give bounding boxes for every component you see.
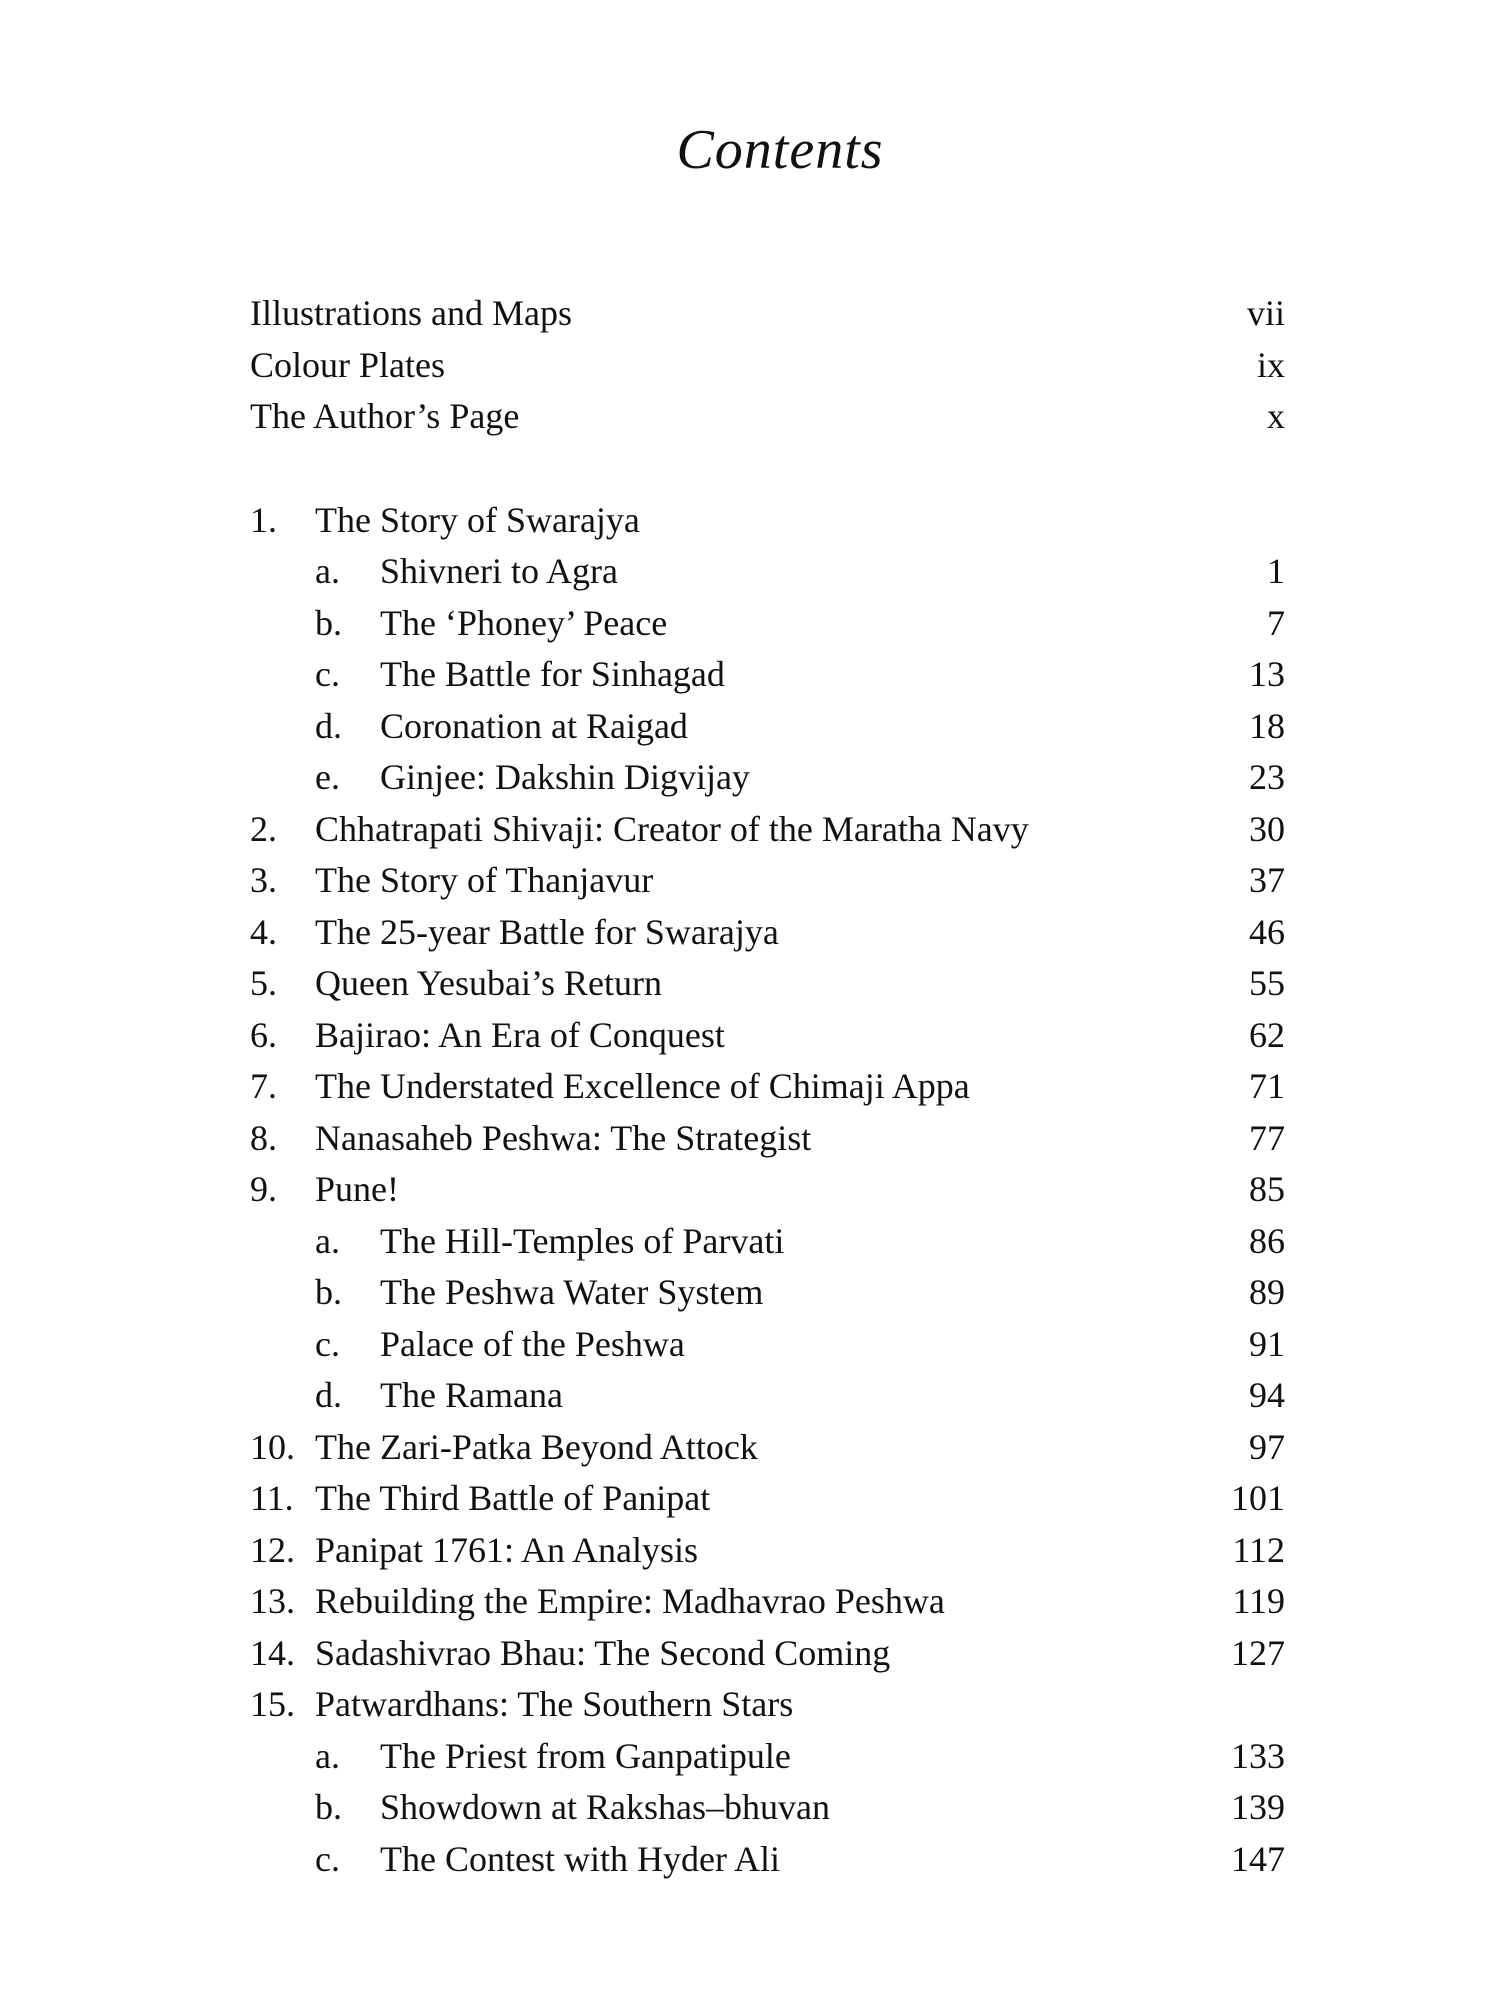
toc-chapter-row [250, 855, 1285, 907]
toc-number: 2. [250, 808, 277, 849]
toc-page-number: 86 [1249, 1220, 1285, 1261]
toc-number: 4. [250, 911, 277, 952]
toc-page-number: 89 [1249, 1272, 1285, 1312]
toc-chapter-row [250, 804, 1285, 856]
toc-label: Nanasaheb Peshwa: The Strategist [315, 1117, 812, 1158]
toc-subsection-row [250, 546, 1285, 598]
toc-page-number: 37 [1249, 860, 1285, 900]
toc-page-number: 30 [1249, 808, 1285, 849]
section-gap [250, 443, 1285, 495]
toc-page-number: 133 [1231, 1735, 1285, 1776]
toc-front-row [250, 340, 1285, 392]
toc-page-number: vii [1246, 293, 1285, 333]
toc-chapter-row [250, 1010, 1285, 1062]
toc-page-number: 101 [1231, 1478, 1285, 1518]
toc-page-number: 85 [1249, 1169, 1285, 1209]
toc-chapter-row [250, 495, 1285, 547]
toc-number: 14. [250, 1632, 295, 1673]
toc-page-number: 62 [1249, 1014, 1285, 1055]
toc-chapter-row [250, 1679, 1285, 1731]
toc-chapter-row [250, 1061, 1285, 1113]
toc-number: a. [315, 1735, 340, 1776]
toc-subsection-row [250, 598, 1285, 650]
toc-number: c. [315, 654, 340, 694]
toc-label: Patwardhans: The Southern Stars [315, 1684, 794, 1724]
toc-page-number: 71 [1249, 1066, 1285, 1106]
toc-label: Sadashivrao Bhau: The Second Coming [315, 1632, 891, 1673]
toc-subsection-row [250, 752, 1285, 804]
toc-chapter-row [250, 1628, 1285, 1680]
toc-number: 1. [250, 499, 277, 540]
toc-label: Showdown at Rakshas–bhuvan [380, 1787, 830, 1827]
toc-subsection-row [250, 1731, 1285, 1783]
toc-label: The ‘Phoney’ Peace [380, 602, 668, 643]
toc-chapter-row [250, 1113, 1285, 1165]
toc-label: The Contest with Hyder Ali [380, 1838, 780, 1879]
toc-label: The Priest from Ganpatipule [380, 1735, 791, 1776]
toc-page-number: x [1267, 396, 1285, 436]
toc-label: The Understated Excellence of Chimaji Appa [315, 1066, 970, 1106]
toc-label: The 25-year Battle for Swarajya [315, 911, 779, 952]
toc-subsection-row [250, 1216, 1285, 1268]
toc-label: Pune! [315, 1169, 399, 1209]
toc-number: 3. [250, 860, 277, 900]
toc-number: d. [315, 1375, 342, 1415]
toc-number: 7. [250, 1066, 277, 1106]
toc-number: 9. [250, 1169, 277, 1209]
toc-page-number: 55 [1249, 963, 1285, 1003]
toc-page-number: 91 [1249, 1323, 1285, 1364]
toc-chapter-row [250, 958, 1285, 1010]
toc-number: e. [315, 757, 340, 797]
toc-page-number: 139 [1231, 1787, 1285, 1827]
toc-chapter-row [250, 1164, 1285, 1216]
toc-label: Palace of the Peshwa [380, 1323, 685, 1364]
toc-number: c. [315, 1323, 340, 1364]
toc-number: b. [315, 1787, 342, 1827]
toc-label: Bajirao: An Era of Conquest [315, 1014, 725, 1055]
toc-label: Ginjee: Dakshin Digvijay [380, 757, 750, 797]
table-of-contents [250, 288, 1285, 1885]
toc-number: 15. [250, 1684, 295, 1724]
toc-subsection-row [250, 1267, 1285, 1319]
toc-number: 6. [250, 1014, 277, 1055]
toc-number: 10. [250, 1426, 295, 1467]
toc-label: Shivneri to Agra [380, 551, 618, 591]
toc-number: 5. [250, 963, 277, 1003]
toc-chapter-row [250, 1525, 1285, 1577]
toc-page-number: 127 [1231, 1632, 1285, 1673]
toc-number: 11. [250, 1478, 294, 1518]
toc-label: The Author’s Page [250, 396, 520, 436]
page-title: Contents [676, 119, 884, 181]
toc-number: a. [315, 1220, 340, 1261]
toc-label: Coronation at Raigad [380, 705, 688, 746]
toc-page-number: 119 [1232, 1581, 1285, 1621]
toc-label: The Third Battle of Panipat [315, 1478, 711, 1518]
toc-chapter-row [250, 1576, 1285, 1628]
toc-label: Illustrations and Maps [250, 293, 572, 333]
toc-front-row [250, 391, 1285, 443]
toc-page-number: 112 [1232, 1529, 1285, 1570]
toc-subsection-row [250, 1782, 1285, 1834]
toc-chapter-row [250, 907, 1285, 959]
toc-page-number: 7 [1267, 602, 1285, 643]
toc-number: 8. [250, 1117, 277, 1158]
toc-page-number: 23 [1249, 757, 1285, 797]
toc-label: Queen Yesubai’s Return [315, 963, 662, 1003]
toc-label: The Battle for Sinhagad [380, 654, 725, 694]
toc-label: The Story of Swarajya [315, 499, 640, 540]
toc-subsection-row [250, 649, 1285, 701]
toc-number: 12. [250, 1529, 295, 1570]
toc-page-number: 94 [1249, 1375, 1285, 1415]
toc-page-number: 18 [1249, 705, 1285, 746]
toc-label: The Story of Thanjavur [315, 860, 654, 900]
toc-label: Chhatrapati Shivaji: Creator of the Maratha Navy [315, 808, 1029, 849]
toc-number: b. [315, 1272, 342, 1312]
toc-subsection-row [250, 1319, 1285, 1371]
toc-number: c. [315, 1838, 340, 1879]
toc-chapter-row [250, 1422, 1285, 1474]
toc-label: Rebuilding the Empire: Madhavrao Peshwa [315, 1581, 945, 1621]
toc-page-number: 147 [1231, 1838, 1285, 1879]
toc-number: a. [315, 551, 340, 591]
toc-label: The Zari-Patka Beyond Attock [315, 1426, 758, 1467]
toc-label: The Ramana [380, 1375, 563, 1415]
toc-page-number: 97 [1249, 1426, 1285, 1467]
toc-chapter-row [250, 1473, 1285, 1525]
toc-label: Colour Plates [250, 344, 445, 385]
toc-page-number: 13 [1249, 654, 1285, 694]
toc-subsection-row [250, 1370, 1285, 1422]
toc-number: d. [315, 705, 342, 746]
toc-subsection-row [250, 701, 1285, 753]
toc-label: Panipat 1761: An Analysis [315, 1529, 699, 1570]
toc-subsection-row [250, 1834, 1285, 1886]
toc-page-number: 46 [1249, 911, 1285, 952]
toc-front-row [250, 288, 1285, 340]
toc-number: 13. [250, 1581, 295, 1621]
toc-page-number: ix [1256, 344, 1285, 385]
toc-label: The Hill-Temples of Parvati [380, 1220, 785, 1261]
toc-number: b. [315, 602, 342, 643]
toc-label: The Peshwa Water System [380, 1272, 764, 1312]
toc-page-number: 1 [1267, 551, 1285, 591]
toc-page-number: 77 [1249, 1117, 1285, 1158]
